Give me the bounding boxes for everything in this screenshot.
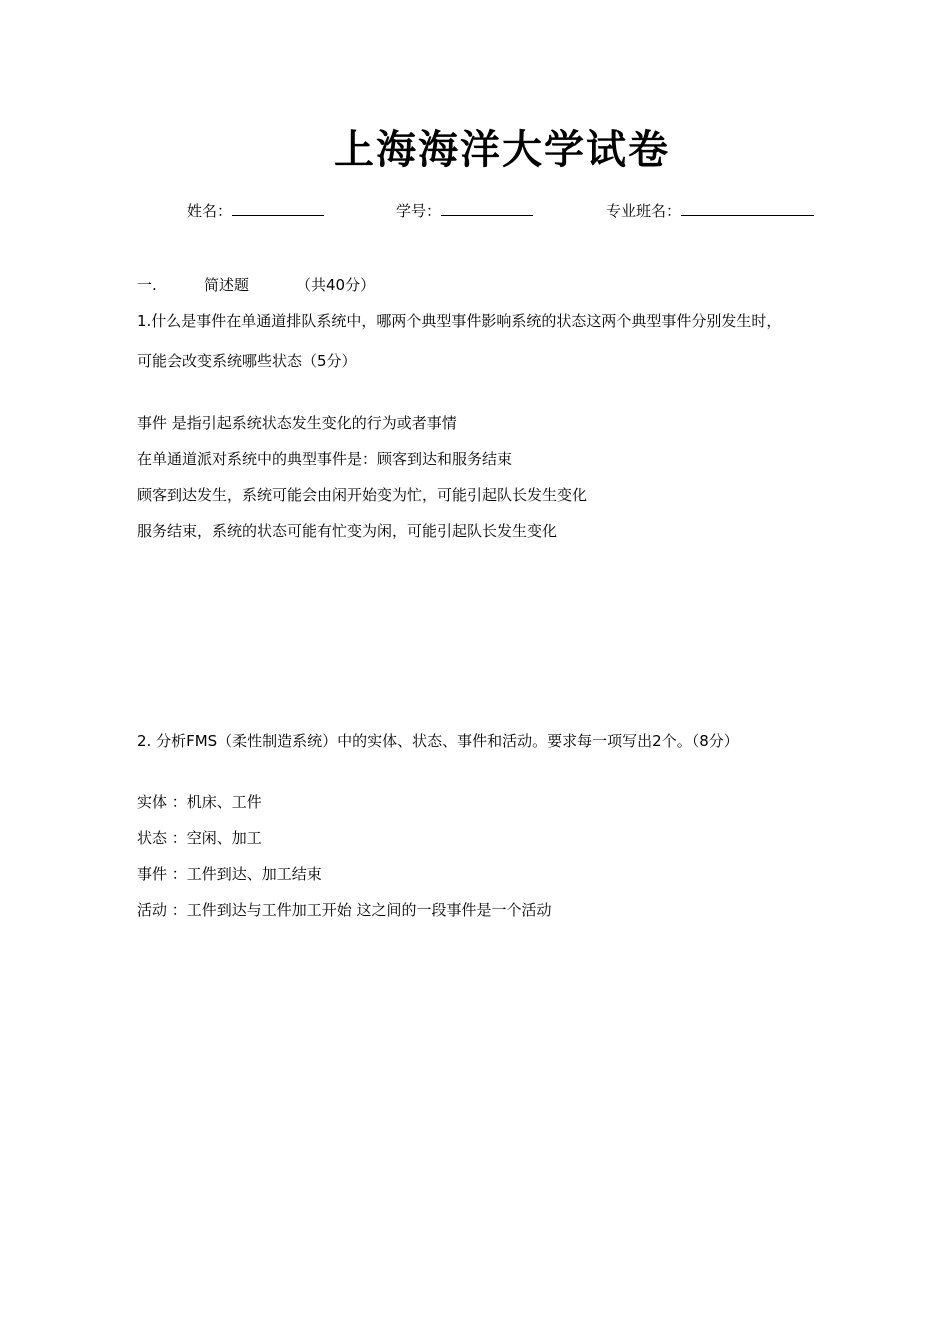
section-points: （共40分） xyxy=(296,276,376,294)
section-one-heading xyxy=(137,275,375,295)
q1-answer-line: 服务结束，系统的状态可能有忙变为闲，可能引起队长发生变化 xyxy=(137,522,558,540)
section-name: 简述题 xyxy=(204,276,250,294)
q1-answer-line: 在单通道派对系统中的典型事件是：顾客到达和服务结束 xyxy=(137,450,513,468)
q1-answer-line: 事件 是指引起系统状态发生变化的行为或者事情 xyxy=(137,414,457,432)
class-label: 专业班名： xyxy=(606,202,682,220)
student-id-field xyxy=(396,200,533,221)
student-id-label: 学号： xyxy=(396,202,442,220)
exam-title: 上海海洋大学试卷 xyxy=(334,126,670,173)
q2-answer-line: 活动 ：工件到达与工件加工开始 这之间的一段事件是一个活动 xyxy=(137,901,552,919)
q2-answer-line: 事件 ：工件到达、加工结束 xyxy=(137,865,322,883)
question1-text-line1: 1.什么是事件在单通道排队系统中，哪两个典型事件影响系统的状态这两个典型事件分别发生时， xyxy=(137,312,782,330)
name-label: 姓名： xyxy=(187,202,233,220)
q1-answer-line: 顾客到达发生，系统可能会由闲开始变为忙，可能引起队长发生变化 xyxy=(137,486,588,504)
name-blank[interactable] xyxy=(232,200,324,216)
class-field xyxy=(606,200,814,221)
student-info-row xyxy=(0,200,950,224)
section-number: 一. xyxy=(137,276,157,294)
q2-answer-line: 实体 ：机床、工件 xyxy=(137,793,262,811)
student-id-blank[interactable] xyxy=(441,200,533,216)
name-field xyxy=(187,200,324,221)
question2-text: 2. 分析FMS（柔性制造系统）中的实体、状态、事件和活动。要求每一项写出2个。（8分） xyxy=(137,732,739,750)
q2-answer-line: 状态 ：空闲、加工 xyxy=(137,829,262,847)
class-blank[interactable] xyxy=(681,200,814,216)
question1-text-line2: 可能会改变系统哪些状态（5分） xyxy=(137,352,357,370)
